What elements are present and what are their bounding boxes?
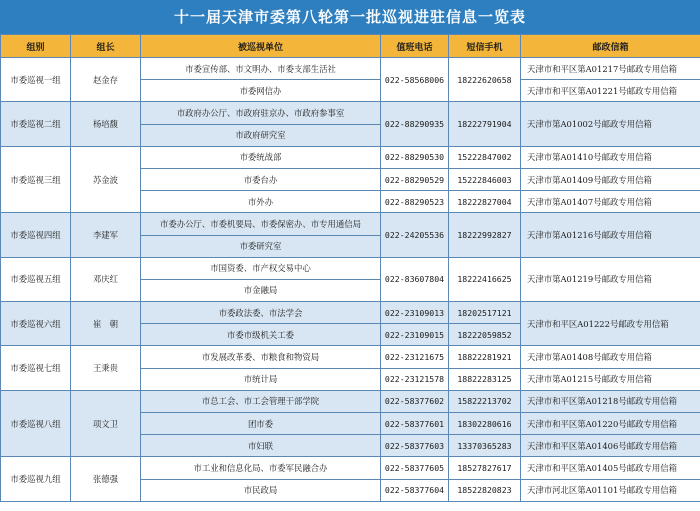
header-mailbox: 邮政信箱: [521, 35, 700, 58]
table-row: [1, 257, 700, 279]
table-row: [1, 146, 700, 168]
mailbox-cell: 天津市和平区第A01405号邮政专用信箱: [521, 457, 700, 479]
group-leader-cell: 李建军: [71, 213, 141, 257]
group-leader-cell: 邓庆红: [71, 257, 141, 301]
phone-cell: 022-58377603: [381, 435, 449, 457]
unit-cell: 市政府研究室: [141, 124, 381, 146]
group-name-cell: 市委巡视二组: [1, 102, 71, 146]
mobile-cell: 18822283125: [449, 368, 521, 390]
mobile-cell: 15222846003: [449, 168, 521, 190]
phone-cell: 022-88290523: [381, 191, 449, 213]
group-leader-cell: 苏金波: [71, 146, 141, 213]
mobile-cell: 18202517121: [449, 302, 521, 324]
phone-cell: 022-23121578: [381, 368, 449, 390]
mobile-cell: 15222847002: [449, 146, 521, 168]
phone-cell: 022-58377605: [381, 457, 449, 479]
unit-cell: 市委台办: [141, 168, 381, 190]
unit-cell: 团市委: [141, 413, 381, 435]
group-leader-cell: 王秉贵: [71, 346, 141, 390]
phone-cell: 022-58377602: [381, 390, 449, 412]
unit-cell: 市委宣传部、市文明办、市委支部生活社: [141, 58, 381, 80]
header-mobile: 短信手机: [449, 35, 521, 58]
mailbox-cell: 天津市和平区A01222号邮政专用信箱: [521, 302, 700, 346]
group-name-cell: 市委巡视四组: [1, 213, 71, 257]
mobile-cell: 18522820823: [449, 479, 521, 501]
mailbox-cell: 天津市第A01219号邮政专用信箱: [521, 257, 700, 301]
mobile-cell: 18222620658: [449, 58, 521, 102]
unit-cell: 市委网信办: [141, 80, 381, 102]
table-row: [1, 457, 700, 479]
mailbox-cell: 天津市第A01408号邮政专用信箱: [521, 346, 700, 368]
mailbox-cell: 天津市和平区第A01406号邮政专用信箱: [521, 435, 700, 457]
mobile-cell: 18222992827: [449, 213, 521, 257]
phone-cell: 022-88290529: [381, 168, 449, 190]
phone-cell: 022-23121675: [381, 346, 449, 368]
mobile-cell: 18527827617: [449, 457, 521, 479]
group-name-cell: 市委巡视一组: [1, 58, 71, 102]
table-row: [1, 213, 700, 235]
unit-cell: 市妇联: [141, 435, 381, 457]
group-leader-cell: 崔 朝: [71, 302, 141, 346]
mailbox-cell: 天津市第A01002号邮政专用信箱: [521, 102, 700, 146]
unit-cell: 市统计局: [141, 368, 381, 390]
phone-cell: 022-23109015: [381, 324, 449, 346]
unit-cell: 市国资委、市产权交易中心: [141, 257, 381, 279]
group-leader-cell: 项文卫: [71, 390, 141, 457]
header-group: 组别: [1, 35, 71, 58]
unit-cell: 市委办公厅、市委机要局、市委保密办、市专用通信局: [141, 213, 381, 235]
phone-cell: 022-88290935: [381, 102, 449, 146]
unit-cell: 市总工会、市工会管理干部学院: [141, 390, 381, 412]
unit-cell: 市委研究室: [141, 235, 381, 257]
unit-cell: 市委政法委、市法学会: [141, 302, 381, 324]
mailbox-cell: 天津市和平区第A01220号邮政专用信箱: [521, 413, 700, 435]
group-name-cell: 市委巡视三组: [1, 146, 71, 213]
phone-cell: 022-24205536: [381, 213, 449, 257]
unit-cell: 市民政局: [141, 479, 381, 501]
group-leader-cell: 张德强: [71, 457, 141, 501]
mailbox-cell: 天津市河北区第A01101号邮政专用信箱: [521, 479, 700, 501]
mobile-cell: 18222791904: [449, 102, 521, 146]
mailbox-cell: 天津市第A01407号邮政专用信箱: [521, 191, 700, 213]
header-unit: 被巡视单位: [141, 35, 381, 58]
table-row: [1, 390, 700, 412]
mailbox-cell: 天津市第A01410号邮政专用信箱: [521, 146, 700, 168]
mobile-cell: 18222416625: [449, 257, 521, 301]
phone-cell: 022-23109013: [381, 302, 449, 324]
table-row: [1, 102, 700, 124]
group-name-cell: 市委巡视五组: [1, 257, 71, 301]
unit-cell: 市发展改革委、市粮食和物资局: [141, 346, 381, 368]
phone-cell: 022-58377604: [381, 479, 449, 501]
mobile-cell: 18302280616: [449, 413, 521, 435]
mailbox-cell: 天津市和平区第A01218号邮政专用信箱: [521, 390, 700, 412]
mobile-cell: 13370365283: [449, 435, 521, 457]
mailbox-cell: 天津市第A01409号邮政专用信箱: [521, 168, 700, 190]
phone-cell: 022-58377601: [381, 413, 449, 435]
table-row: [1, 346, 700, 368]
mobile-cell: 15822213702: [449, 390, 521, 412]
unit-cell: 市工业和信息化局、市委军民融合办: [141, 457, 381, 479]
table-row: [1, 58, 700, 80]
group-name-cell: 市委巡视八组: [1, 390, 71, 457]
phone-cell: 022-88290530: [381, 146, 449, 168]
phone-cell: 022-83607804: [381, 257, 449, 301]
phone-cell: 022-58568006: [381, 58, 449, 102]
group-name-cell: 市委巡视九组: [1, 457, 71, 501]
mobile-cell: 18822281921: [449, 346, 521, 368]
unit-cell: 市金融局: [141, 279, 381, 301]
mailbox-cell: 天津市第A01216号邮政专用信箱: [521, 213, 700, 257]
unit-cell: 市外办: [141, 191, 381, 213]
group-name-cell: 市委巡视六组: [1, 302, 71, 346]
header-leader: 组长: [71, 35, 141, 58]
unit-cell: 市委市级机关工委: [141, 324, 381, 346]
mailbox-cell: 天津市第A01215号邮政专用信箱: [521, 368, 700, 390]
header-row: [1, 35, 700, 58]
unit-cell: 市政府办公厅、市政府驻京办、市政府参事室: [141, 102, 381, 124]
unit-cell: 市委统战部: [141, 146, 381, 168]
mobile-cell: 18222827004: [449, 191, 521, 213]
mobile-cell: 18222059852: [449, 324, 521, 346]
table-title: 十一届天津市委第八轮第一批巡视进驻信息一览表: [0, 0, 700, 34]
group-leader-cell: 杨培馥: [71, 102, 141, 146]
table-body: [1, 58, 700, 502]
mailbox-cell: 天津市和平区第A01221号邮政专用信箱: [521, 80, 700, 102]
header-phone: 值班电话: [381, 35, 449, 58]
group-leader-cell: 赵金存: [71, 58, 141, 102]
inspection-table: [0, 34, 700, 502]
group-name-cell: 市委巡视七组: [1, 346, 71, 390]
mailbox-cell: 天津市和平区第A01217号邮政专用信箱: [521, 58, 700, 80]
table-row: [1, 302, 700, 324]
